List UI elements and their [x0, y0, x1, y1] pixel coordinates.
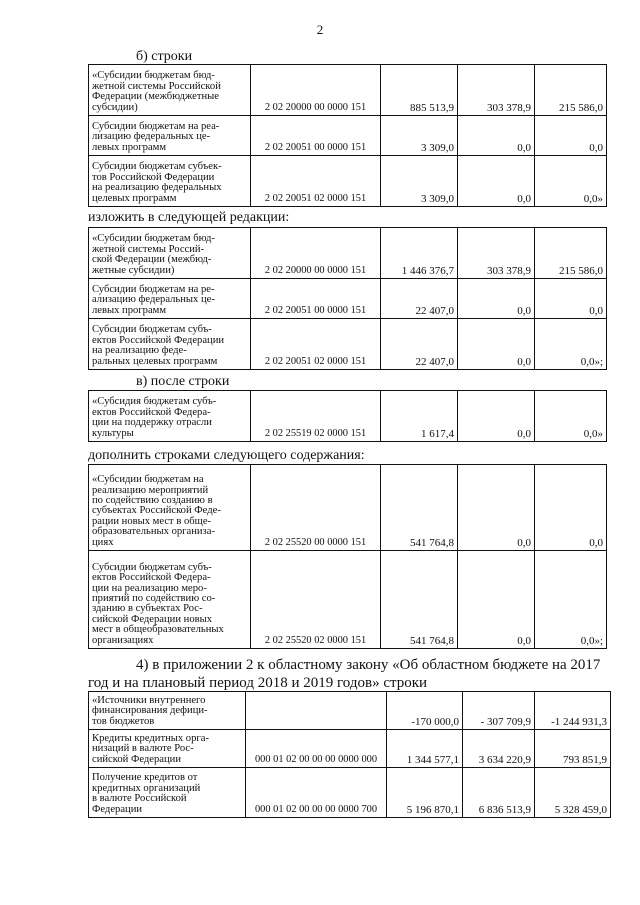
row-name: Субсидии бюджетам на ре- ализацию федеральных це- левых программ: [89, 279, 251, 319]
row-code: 2 02 20051 00 0000 151: [251, 279, 381, 319]
row-value-2018: - 307 709,9: [463, 692, 535, 730]
table-row: [89, 156, 607, 207]
row-value-2018: 3 634 220,9: [463, 730, 535, 768]
table-row: [89, 551, 607, 649]
table-row: [89, 391, 607, 442]
row-value-2017: 3 309,0: [381, 116, 458, 156]
row-value-2017: 541 764,8: [381, 551, 458, 649]
row-value-2018: 303 378,9: [458, 228, 535, 279]
table-row: [89, 65, 607, 116]
row-value-2017: 1 344 577,1: [387, 730, 463, 768]
table-supplement-rows: [88, 464, 607, 649]
row-value-2018: 0,0: [458, 116, 535, 156]
row-value-2018: 0,0: [458, 279, 535, 319]
paragraph-line-2: год и на плановый период 2018 и 2019 годов» строки: [88, 675, 428, 691]
row-name: Субсидии бюджетам субъек- тов Российской Федерации на реализацию федеральных целевых программ: [89, 156, 251, 207]
table-row: [89, 768, 611, 818]
row-name: «Субсидии бюджетам бюд- жетной системы Россий- ской Федерации (межбюд- жетные субсидии): [89, 228, 251, 279]
row-value-2018: 0,0: [458, 391, 535, 442]
table-row: [89, 116, 607, 156]
row-value-2017: 541 764,8: [381, 465, 458, 551]
table-b-old-rows: [88, 64, 607, 207]
row-code: 000 01 02 00 00 00 0000 000: [246, 730, 387, 768]
row-name: «Субсидия бюджетам субъ- ектов Российской Федера- ции на поддержку отрасли культуры: [89, 391, 251, 442]
table-v-rows: [88, 390, 607, 442]
row-name: «Субсидии бюджетам бюд- жетной системы Российской Федерации (межбюджетные субсидии): [89, 65, 251, 116]
row-value-2018: 0,0: [458, 465, 535, 551]
row-name: Субсидии бюджетам на реа- лизацию федеральных це- левых программ: [89, 116, 251, 156]
row-value-2017: 5 196 870,1: [387, 768, 463, 818]
table-row: [89, 465, 607, 551]
row-value-2018: 0,0: [458, 156, 535, 207]
row-code: [246, 692, 387, 730]
row-value-2017: 22 407,0: [381, 319, 458, 370]
row-code: 000 01 02 00 00 00 0000 700: [246, 768, 387, 818]
row-value-2017: 22 407,0: [381, 279, 458, 319]
table-row: [89, 319, 607, 370]
section-heading-b: б) строки: [136, 49, 193, 64]
row-name: «Источники внутреннего финансирования дефици- тов бюджетов: [89, 692, 246, 730]
section-heading-supplement: дополнить строками следующего содержания:: [88, 448, 365, 463]
row-code: 2 02 20051 02 0000 151: [251, 156, 381, 207]
table-b-new-rows: [88, 227, 607, 370]
row-value-2019: 215 586,0: [535, 228, 607, 279]
row-value-2017: 1 446 376,7: [381, 228, 458, 279]
row-value-2019: 0,0: [535, 465, 607, 551]
row-value-2019: -1 244 931,3: [535, 692, 611, 730]
row-value-2019: 5 328 459,0: [535, 768, 611, 818]
table-row: [89, 228, 607, 279]
row-value-2017: 885 513,9: [381, 65, 458, 116]
row-value-2019: 0,0»;: [535, 319, 607, 370]
table-row: [89, 692, 611, 730]
page-number: 2: [316, 22, 324, 37]
table-sources-rows: [88, 691, 611, 818]
row-code: 2 02 20051 00 0000 151: [251, 116, 381, 156]
row-value-2018: 6 836 513,9: [463, 768, 535, 818]
row-value-2018: 0,0: [458, 551, 535, 649]
row-value-2019: 215 586,0: [535, 65, 607, 116]
row-name: Получение кредитов от кредитных организаций в валюте Российской Федерации: [89, 768, 246, 818]
paragraph-line-1: 4) в приложении 2 к областному закону «Об областном бюджете на 2017: [136, 657, 601, 673]
row-value-2018: 303 378,9: [458, 65, 535, 116]
row-value-2019: 0,0»: [535, 156, 607, 207]
row-value-2018: 0,0: [458, 319, 535, 370]
row-code: 2 02 25520 00 0000 151: [251, 465, 381, 551]
table-row: [89, 730, 611, 768]
row-code: 2 02 20051 02 0000 151: [251, 319, 381, 370]
row-name: Кредиты кредитных орга- низаций в валюте Рос- сийской Федерации: [89, 730, 246, 768]
row-code: 2 02 25520 02 0000 151: [251, 551, 381, 649]
row-value-2017: 1 617,4: [381, 391, 458, 442]
row-value-2019: 0,0»: [535, 391, 607, 442]
row-code: 2 02 20000 00 0000 151: [251, 228, 381, 279]
row-value-2019: 0,0: [535, 279, 607, 319]
row-name: «Субсидии бюджетам на реализацию мероприятий по содействию созданию в субъектах Российской Феде- рации новых мест в обще- образовательных организа- циях: [89, 465, 251, 551]
row-code: 2 02 20000 00 0000 151: [251, 65, 381, 116]
row-value-2019: 793 851,9: [535, 730, 611, 768]
section-heading-new-edition: изложить в следующей редакции:: [88, 210, 290, 225]
row-name: Субсидии бюджетам субъ- ектов Российской Федерации на реализацию феде- ральных целевых программ: [89, 319, 251, 370]
row-value-2017: -170 000,0: [387, 692, 463, 730]
table-row: [89, 279, 607, 319]
row-name: Субсидии бюджетам субъ- ектов Российской Федера- ции на реализацию меро- приятий по содействию со- зданию в субъектах Рос- сийской Федерации новых мест в общеобразовательных организациях: [89, 551, 251, 649]
section-heading-v: в) после строки: [136, 374, 230, 389]
row-code: 2 02 25519 02 0000 151: [251, 391, 381, 442]
row-value-2019: 0,0»;: [535, 551, 607, 649]
row-value-2017: 3 309,0: [381, 156, 458, 207]
row-value-2019: 0,0: [535, 116, 607, 156]
